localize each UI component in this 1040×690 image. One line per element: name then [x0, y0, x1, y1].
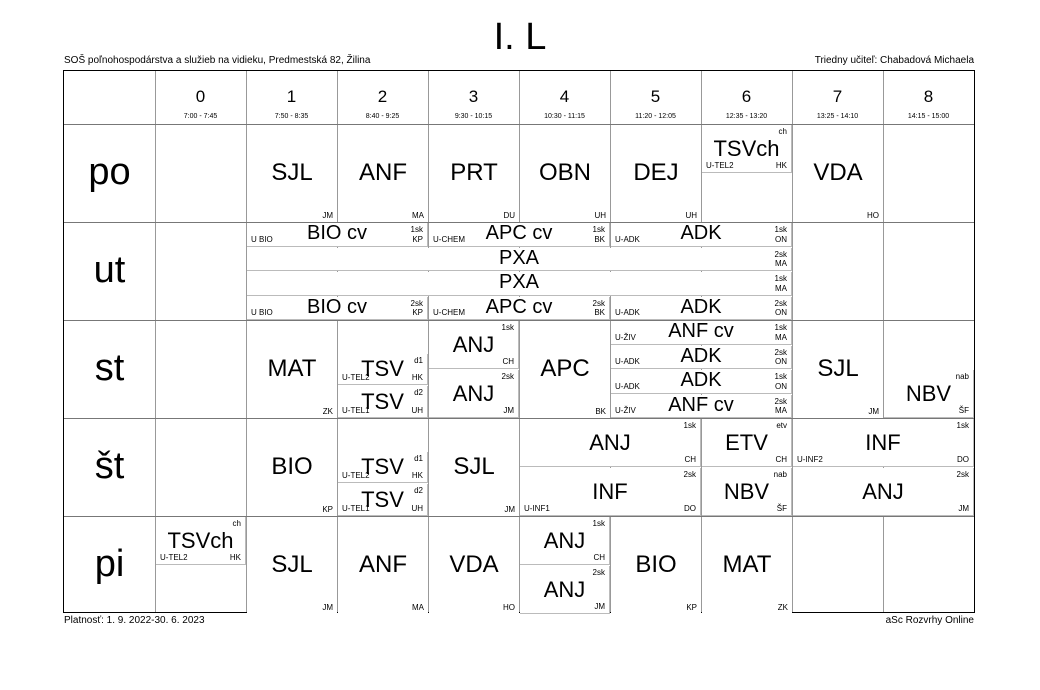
lesson-card[interactable]	[884, 370, 974, 418]
lesson-card[interactable]	[520, 468, 701, 516]
lesson-subject: TSV	[361, 388, 404, 414]
lesson-card[interactable]	[793, 321, 883, 418]
lesson-card[interactable]	[611, 321, 792, 345]
lesson-subject: ANJ	[452, 331, 495, 357]
lesson-teacher: HK	[411, 373, 423, 383]
lesson-card[interactable]	[702, 468, 792, 516]
lesson-room: U-INF1	[524, 504, 550, 513]
lesson-group: nab	[955, 372, 969, 381]
lesson-subject: BIO cv	[306, 295, 367, 318]
lesson-teacher: KP	[686, 603, 697, 612]
lesson-card[interactable]	[247, 272, 792, 296]
lesson-room: U-TEL2	[342, 373, 370, 383]
lesson-teacher: CH	[593, 553, 605, 562]
lesson-room: U-INF2	[797, 455, 823, 464]
lesson-teacher: DO	[957, 455, 969, 464]
lesson-subject: ANJ	[452, 380, 495, 406]
lesson-card[interactable]	[793, 468, 974, 516]
lesson-room: U-ADK	[615, 381, 640, 391]
lesson-card[interactable]	[338, 354, 428, 386]
lesson-group: d1	[414, 355, 423, 365]
lesson-group: 2sk	[774, 396, 787, 406]
lesson-group: d2	[414, 388, 423, 398]
lesson-teacher: HK	[411, 471, 423, 481]
lesson-teacher: MA	[775, 332, 787, 342]
lesson-teacher: ON	[775, 357, 787, 366]
school-name: SOŠ poľnohospodárstva a služieb na vidieku, Predmestská 82, Žilina	[64, 55, 371, 66]
period-time: 11:20 - 12:05	[635, 113, 676, 120]
lesson-group: 2sk	[774, 347, 787, 357]
lesson-teacher: JM	[504, 505, 515, 514]
lesson-subject: MAT	[267, 355, 317, 382]
lesson-teacher: MA	[775, 406, 787, 415]
lesson-subject: ANF cv	[668, 320, 734, 343]
lesson-teacher: BK	[595, 407, 606, 416]
lesson-room: U-ŽIV	[615, 332, 636, 342]
lesson-teacher: ON	[775, 234, 787, 244]
lesson-teacher: KP	[322, 505, 333, 514]
lesson-card[interactable]	[520, 419, 701, 467]
lesson-teacher: UH	[685, 211, 697, 220]
lesson-card[interactable]	[429, 223, 610, 247]
lesson-card[interactable]	[247, 223, 428, 247]
lesson-group: 1sk	[774, 372, 787, 381]
lesson-room: U-ADK	[615, 234, 640, 244]
lesson-teacher: UH	[594, 211, 606, 220]
lesson-group: 1sk	[956, 421, 969, 430]
lesson-group: d1	[414, 453, 423, 463]
lesson-teacher: JM	[503, 406, 514, 415]
lesson-card[interactable]	[611, 370, 792, 394]
lesson-teacher: UH	[411, 405, 423, 415]
day-label: pi	[94, 543, 125, 585]
lesson-subject: SJL	[453, 453, 495, 480]
lesson-teacher: DO	[684, 504, 696, 513]
lesson-room: U-TEL2	[160, 553, 188, 562]
lesson-group: 2sk	[683, 470, 696, 479]
lesson-group: ch	[778, 127, 787, 136]
lesson-subject: OBN	[538, 159, 591, 186]
lesson-subject: TSV	[361, 355, 404, 381]
lesson-teacher: BK	[594, 234, 605, 244]
lesson-teacher: HO	[503, 603, 515, 612]
lesson-subject: ANF	[359, 159, 407, 186]
lesson-card[interactable]	[429, 517, 519, 614]
lesson-teacher: MA	[412, 603, 424, 612]
lesson-subject: SJL	[271, 551, 313, 578]
lesson-card[interactable]	[247, 517, 337, 614]
period-number: 1	[286, 87, 297, 106]
lesson-room: U-ADK	[615, 308, 640, 317]
lesson-subject: NBV	[905, 380, 952, 406]
period-time: 12:35 - 13:20	[725, 113, 768, 120]
lesson-teacher: KP	[412, 234, 423, 244]
lesson-card[interactable]	[247, 125, 337, 222]
lesson-teacher: JM	[322, 211, 333, 220]
lesson-teacher: ZK	[777, 603, 788, 612]
lesson-teacher: MA	[775, 259, 787, 268]
lesson-subject: DEJ	[633, 159, 679, 186]
lesson-subject: ADK	[680, 222, 722, 245]
grid-vline	[883, 71, 884, 612]
lesson-card[interactable]	[247, 248, 792, 272]
lesson-teacher: JM	[958, 504, 969, 513]
lesson-card[interactable]	[247, 419, 337, 516]
period-number: 2	[377, 87, 388, 106]
lesson-teacher: HO	[867, 211, 879, 220]
lesson-group: nab	[773, 470, 787, 479]
period-number: 5	[650, 87, 661, 106]
lesson-teacher: BK	[594, 308, 605, 317]
lesson-card[interactable]	[429, 321, 519, 369]
lesson-card[interactable]	[702, 419, 792, 467]
period-number: 7	[832, 87, 843, 106]
lesson-subject: BIO	[635, 551, 677, 578]
lesson-teacher: CH	[775, 455, 787, 464]
lesson-subject: SJL	[271, 159, 313, 186]
period-time: 10:30 - 11:15	[544, 113, 585, 120]
lesson-card[interactable]	[702, 517, 792, 614]
lesson-card[interactable]	[247, 321, 337, 418]
lesson-teacher: CH	[502, 357, 514, 366]
lesson-group: 1sk	[410, 225, 423, 234]
lesson-card[interactable]	[429, 370, 519, 418]
lesson-card[interactable]	[338, 517, 428, 614]
lesson-group: d2	[414, 486, 423, 496]
lesson-room: U-TEL2	[342, 471, 370, 481]
lesson-card[interactable]	[156, 517, 246, 565]
lesson-card[interactable]	[793, 419, 974, 467]
class-title: I. L	[493, 16, 547, 58]
lesson-teacher: MA	[775, 283, 787, 293]
lesson-subject: TSV	[361, 486, 404, 512]
period-time: 14:15 - 15:00	[907, 113, 950, 120]
lesson-subject: ANF cv	[668, 393, 734, 416]
validity-period: Platnosť: 1. 9. 2022-30. 6. 2023	[64, 615, 205, 626]
lesson-room: U-CHEM	[433, 308, 465, 317]
lesson-card[interactable]	[429, 125, 519, 222]
period-number: 8	[923, 87, 934, 106]
lesson-subject: ANJ	[589, 429, 631, 455]
lesson-room: U-ŽIV	[615, 406, 636, 415]
lesson-card[interactable]	[611, 125, 701, 222]
lesson-subject: INF	[592, 478, 628, 504]
lesson-subject: ANJ	[862, 478, 904, 504]
period-time: 9:30 - 10:15	[454, 113, 493, 120]
period-number: 6	[741, 87, 752, 106]
lesson-teacher: HK	[229, 553, 241, 562]
lesson-teacher: JM	[322, 603, 333, 612]
lesson-subject: ANJ	[543, 576, 586, 602]
lesson-teacher: DU	[503, 211, 515, 220]
class-teacher: Triedny učiteľ: Chabadová Michaela	[814, 55, 974, 66]
lesson-subject: ANJ	[543, 527, 586, 553]
period-time: 8:40 - 9:25	[365, 113, 400, 120]
lesson-card[interactable]	[611, 223, 792, 247]
lesson-group: 1sk	[774, 225, 787, 234]
lesson-subject: INF	[865, 429, 901, 455]
lesson-card[interactable]	[429, 297, 610, 321]
lesson-group: 1sk	[501, 323, 514, 332]
lesson-card[interactable]	[338, 452, 428, 484]
lesson-group: etv	[776, 421, 787, 430]
lesson-subject: PXA	[498, 246, 540, 269]
lesson-room: U-ADK	[615, 357, 640, 366]
lesson-room: U BIO	[251, 308, 273, 317]
lesson-group: 2sk	[592, 568, 605, 577]
lesson-subject: APC	[540, 355, 590, 382]
lesson-card[interactable]	[520, 517, 610, 565]
lesson-subject: APC cv	[485, 295, 553, 318]
lesson-subject: SJL	[817, 355, 859, 382]
lesson-subject: ADK	[680, 344, 722, 367]
lesson-room: U-TEL2	[706, 161, 734, 170]
lesson-card[interactable]	[520, 125, 610, 222]
lesson-group: 1sk	[592, 519, 605, 528]
lesson-card[interactable]	[247, 297, 428, 321]
day-label: ut	[93, 249, 126, 291]
lesson-card[interactable]	[429, 419, 519, 516]
lesson-teacher: KP	[412, 308, 423, 317]
lesson-teacher: ŠF	[958, 406, 969, 415]
lesson-subject: PXA	[498, 271, 540, 294]
lesson-subject: BIO	[271, 453, 313, 480]
lesson-group: 2sk	[501, 372, 514, 381]
lesson-subject: BIO cv	[306, 222, 367, 245]
lesson-group: 2sk	[956, 470, 969, 479]
lesson-teacher: ZK	[322, 407, 333, 416]
lesson-subject: ANF	[359, 551, 407, 578]
day-label: po	[88, 151, 131, 193]
lesson-group: ch	[232, 519, 241, 528]
lesson-card[interactable]	[702, 125, 792, 173]
lesson-subject: VDA	[813, 159, 863, 186]
footer-brand[interactable]: aSc Rozvrhy Online	[885, 615, 974, 626]
lesson-room: U-TEL1	[342, 503, 370, 513]
period-time: 7:00 - 7:45	[183, 113, 218, 120]
lesson-card[interactable]	[520, 321, 610, 418]
lesson-subject: NBV	[723, 478, 770, 504]
day-label: st	[94, 347, 125, 389]
lesson-teacher: MA	[412, 211, 424, 220]
lesson-group: 1sk	[592, 225, 605, 234]
lesson-card[interactable]	[520, 566, 610, 614]
lesson-subject: VDA	[449, 551, 499, 578]
lesson-teacher: UH	[411, 503, 423, 513]
lesson-card[interactable]	[611, 395, 792, 419]
lesson-card[interactable]	[611, 346, 792, 370]
period-number: 4	[559, 87, 570, 106]
timetable-grid	[63, 70, 975, 613]
lesson-group: 2sk	[410, 298, 423, 308]
lesson-room: U-TEL1	[342, 405, 370, 415]
period-number: 0	[195, 87, 206, 106]
lesson-group: 2sk	[774, 298, 787, 308]
lesson-teacher: ON	[775, 308, 787, 317]
lesson-subject: TSV	[361, 453, 404, 479]
lesson-subject: APC cv	[485, 222, 553, 245]
lesson-room: U-CHEM	[433, 234, 465, 244]
lesson-teacher: HK	[775, 161, 787, 170]
lesson-card[interactable]	[338, 386, 428, 418]
lesson-card[interactable]	[611, 517, 701, 614]
period-number: 3	[468, 87, 479, 106]
period-time: 13:25 - 14:10	[816, 113, 859, 120]
lesson-card[interactable]	[611, 297, 792, 321]
lesson-subject: MAT	[722, 551, 772, 578]
lesson-group: 1sk	[774, 274, 787, 283]
lesson-teacher: JM	[594, 602, 605, 611]
lesson-teacher: ŠF	[776, 504, 787, 513]
lesson-subject: PRT	[450, 159, 498, 186]
lesson-subject: ADK	[680, 369, 722, 392]
lesson-group: 2sk	[774, 249, 787, 259]
lesson-room: U BIO	[251, 234, 273, 244]
lesson-subject: TSVch	[167, 527, 234, 553]
lesson-group: 1sk	[774, 323, 787, 332]
lesson-subject: ETV	[725, 429, 768, 455]
lesson-teacher: ON	[775, 381, 787, 391]
lesson-group: 1sk	[683, 421, 696, 430]
lesson-teacher: JM	[868, 407, 879, 416]
lesson-card[interactable]	[793, 125, 883, 222]
day-label: št	[94, 445, 125, 487]
period-time: 7:50 - 8:35	[274, 113, 309, 120]
lesson-card[interactable]	[338, 125, 428, 222]
lesson-card[interactable]	[338, 484, 428, 516]
lesson-subject: ADK	[680, 295, 722, 318]
lesson-group: 2sk	[592, 298, 605, 308]
lesson-subject: TSVch	[713, 135, 780, 161]
lesson-teacher: CH	[684, 455, 696, 464]
